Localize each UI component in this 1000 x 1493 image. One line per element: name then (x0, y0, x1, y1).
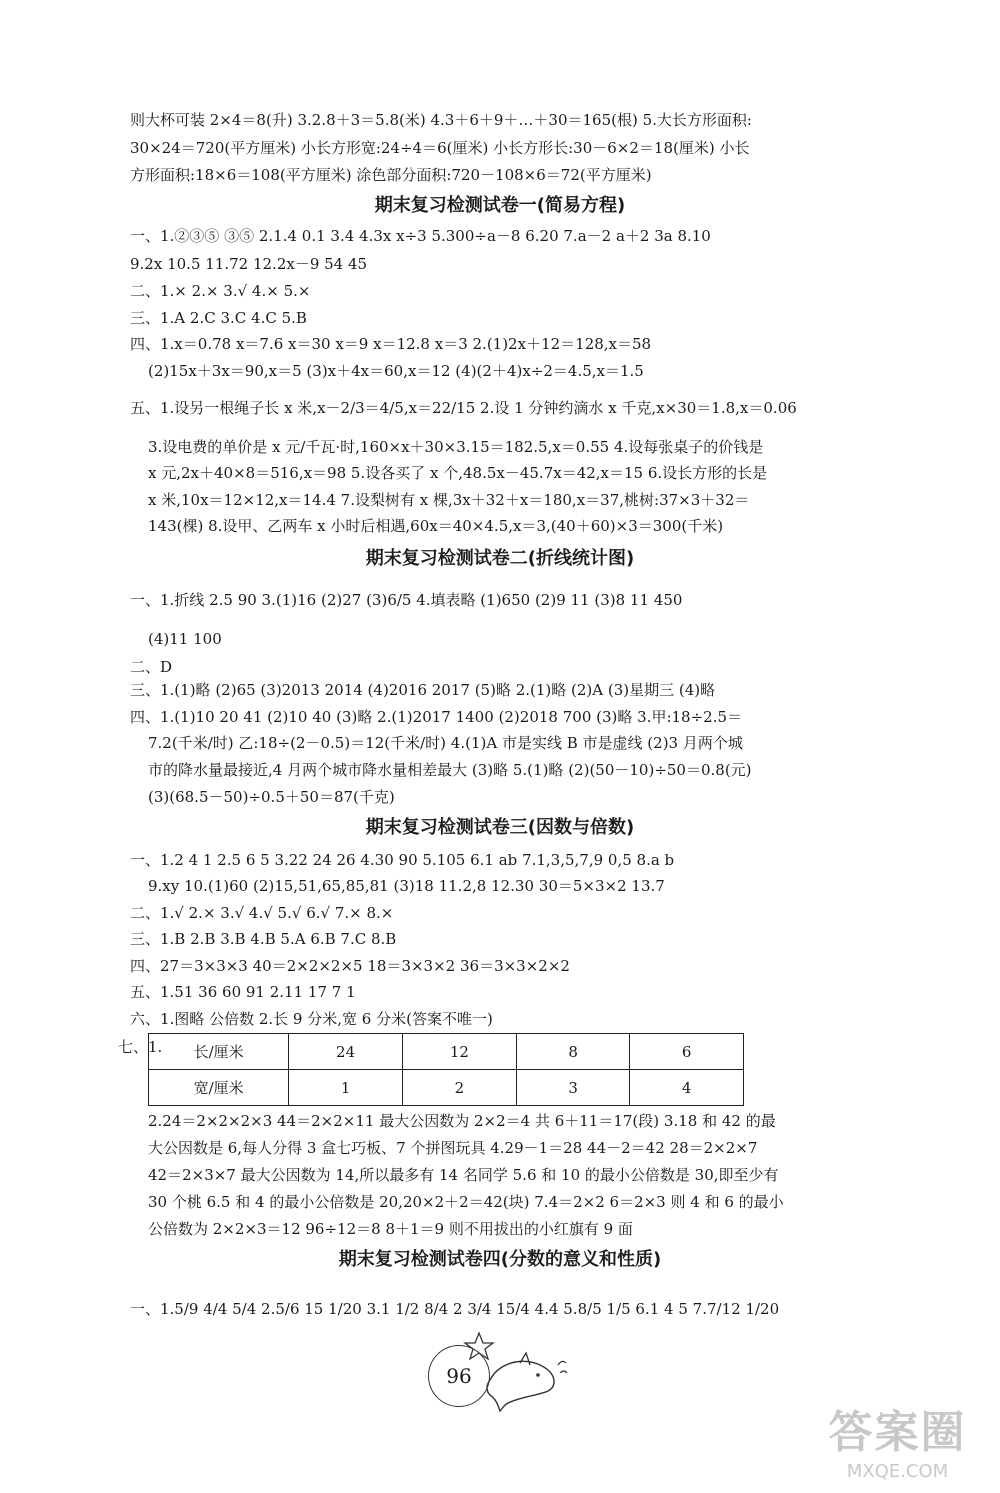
table-cell: 6 (630, 1034, 744, 1070)
text-line: 一、1.5/9 4/4 5/4 2.5/6 15 1/20 3.1 1/2 8/4 2 3/4 15/4 4.4 5.8/5 1/5 6.1 4 5 7.7/12 1/20 (130, 1300, 780, 1318)
text-line: 三、1.A 2.C 3.C 4.C 5.B (130, 309, 307, 327)
watermark (800, 1405, 995, 1490)
text-line: 一、1.②③⑤ ③⑤ 2.1.4 0.1 3.4 4.3x x÷3 5.300÷a－8 6.20 7.a－2 a＋2 3a 8.10 (130, 227, 711, 245)
section-title: 期末复习检测试卷三(因数与倍数) (365, 817, 635, 838)
text-line: 则大杯可装 2×4＝8(升) 3.2.8＋3＝5.8(米) 4.3＋6＋9＋…＋30＝165(根) 5.大长方形面积: (130, 111, 752, 129)
table-cell: 3 (516, 1070, 630, 1106)
text-line: 四、1.x＝0.78 x＝7.6 x＝30 x＝9 x＝12.8 x＝3 2.(1)2x＋12＝128,x＝58 (130, 335, 652, 353)
text-line: 公倍数为 2×2×3＝12 96÷12＝8 8＋1＝9 则不用拔出的小红旗有 9 面 (148, 1220, 633, 1238)
text-line: 9.2x 10.5 11.72 12.2x－9 54 45 (130, 255, 368, 273)
text-line: 二、1.× 2.× 3.√ 4.× 5.× (130, 282, 311, 300)
table-cell: 12 (403, 1034, 517, 1070)
question-label: 七、1. (118, 1038, 163, 1056)
text-line: 四、27＝3×3×3 40＝2×2×2×5 18＝3×3×2 36＝3×3×2×2 (130, 957, 570, 975)
text-line: x 米,10x＝12×12,x＝14.4 7.设梨树有 x 棵,3x＋32＋x＝180,x＝37,桃树:37×3＋32＝ (148, 491, 750, 509)
text-line: 42＝2×3×7 最大公因数为 14,所以最多有 14 名同学 5.6 和 10 的最小公倍数是 30,即至少有 (148, 1166, 779, 1184)
text-line: 30×24＝720(平方厘米) 小长方形宽:24÷4＝6(厘米) 小长方形长:30－6×2＝18(厘米) 小长 (130, 139, 750, 157)
section-title: 期末复习检测试卷一(简易方程) (374, 195, 626, 216)
section-title: 期末复习检测试卷二(折线统计图) (365, 548, 635, 569)
watermark-title: 答案圈 (828, 1407, 967, 1458)
text-line: 143(棵) 8.设甲、乙两车 x 小时后相遇,60x＝40×4.5,x＝3,(40＋60)×3＝300(千米) (148, 517, 724, 535)
table-row (149, 1034, 744, 1070)
text-line: 一、1.2 4 1 2.5 6 5 3.22 24 26 4.30 90 5.105 6.1 ab 7.1,3,5,7,9 0,5 8.a b (130, 851, 675, 869)
text-line: 五、1.设另一根绳子长 x 米,x－2/3＝4/5,x＝22/15 2.设 1 分钟约滴水 x 千克,x×30＝1.8,x＝0.06 (130, 399, 797, 417)
watermark-url: MXQE.COM (846, 1461, 949, 1482)
dimensions-table (148, 1033, 744, 1106)
text-line: (2)15x＋3x＝90,x＝5 (3)x＋4x＝60,x＝12 (4)(2＋4)x÷2＝4.5,x＝1.5 (148, 362, 644, 380)
text-line: 四、1.(1)10 20 41 (2)10 40 (3)略 2.(1)2017 1400 (2)2018 700 (3)略 3.甲:18÷2.5＝ (130, 708, 743, 726)
text-line: 三、1.(1)略 (2)65 (3)2013 2014 (4)2016 2017 (5)略 2.(1)略 (2)A (3)星期三 (4)略 (130, 681, 716, 699)
text-line: 2.24＝2×2×2×3 44＝2×2×11 最大公因数为 2×2＝4 共 6＋11＝17(段) 3.18 和 42 的最 (148, 1112, 776, 1130)
table-cell: 24 (289, 1034, 403, 1070)
text-line: 3.设电费的单价是 x 元/千瓦·时,160×x＋30×3.15＝182.5,x＝0.55 4.设每张桌子的价钱是 (148, 438, 764, 456)
table-header-cell: 长/厘米 (149, 1034, 289, 1070)
text-line: 大公因数是 6,每人分得 3 盒七巧板、7 个拼图玩具 4.29－1＝28 44－2＝42 28＝2×2×7 (148, 1139, 758, 1157)
table-row (149, 1070, 744, 1106)
table-cell: 8 (516, 1034, 630, 1070)
table-cell: 2 (403, 1070, 517, 1106)
text-line: (4)11 100 (148, 630, 222, 648)
text-line: (3)(68.5－50)÷0.5＋50＝87(千克) (148, 788, 395, 806)
text-line: 市的降水量最接近,4 月两个城市降水量相差最大 (3)略 5.(1)略 (2)(50－10)÷50＝0.8(元) (148, 761, 752, 779)
text-line: 三、1.B 2.B 3.B 4.B 5.A 6.B 7.C 8.B (130, 930, 397, 948)
table-header-cell: 宽/厘米 (149, 1070, 289, 1106)
table-cell: 1 (289, 1070, 403, 1106)
text-line: 二、1.√ 2.× 3.√ 4.√ 5.√ 6.√ 7.× 8.× (130, 904, 394, 922)
text-line: 7.2(千米/时) 乙:18÷(2－0.5)＝12(千米/时) 4.(1)A 市是实线 B 市是虚线 (2)3 月两个城 (148, 734, 743, 752)
section-title: 期末复习检测试卷四(分数的意义和性质) (338, 1249, 662, 1270)
table-cell: 4 (630, 1070, 744, 1106)
text-line: 方形面积:18×6＝108(平方厘米) 涂色部分面积:720－108×6＝72(平方厘米) (130, 166, 652, 184)
text-line: 五、1.51 36 60 91 2.11 17 7 1 (130, 983, 356, 1001)
text-line: 一、1.折线 2.5 90 3.(1)16 (2)27 (3)6/5 4.填表略 (1)650 (2)9 11 (3)8 11 450 (130, 591, 683, 609)
text-line: x 元,2x＋40×8＝516,x＝98 5.设各买了 x 个,48.5x－45.7x＝42,x＝15 6.设长方形的长是 (148, 464, 768, 482)
dolphin-icon (460, 1325, 570, 1415)
text-line: 六、1.图略 公倍数 2.长 9 分米,宽 6 分米(答案不唯一) (130, 1010, 493, 1028)
text-line: 30 个桃 6.5 和 4 的最小公倍数是 20,20×2＋2＝42(块) 7.4＝2×2 6＝2×3 则 4 和 6 的最小 (148, 1193, 784, 1211)
text-line: 二、D (130, 658, 173, 676)
text-line: 9.xy 10.(1)60 (2)15,51,65,85,81 (3)18 11.2,8 12.30 30＝5×3×2 13.7 (148, 877, 665, 895)
page-number: 96 (428, 1345, 490, 1407)
